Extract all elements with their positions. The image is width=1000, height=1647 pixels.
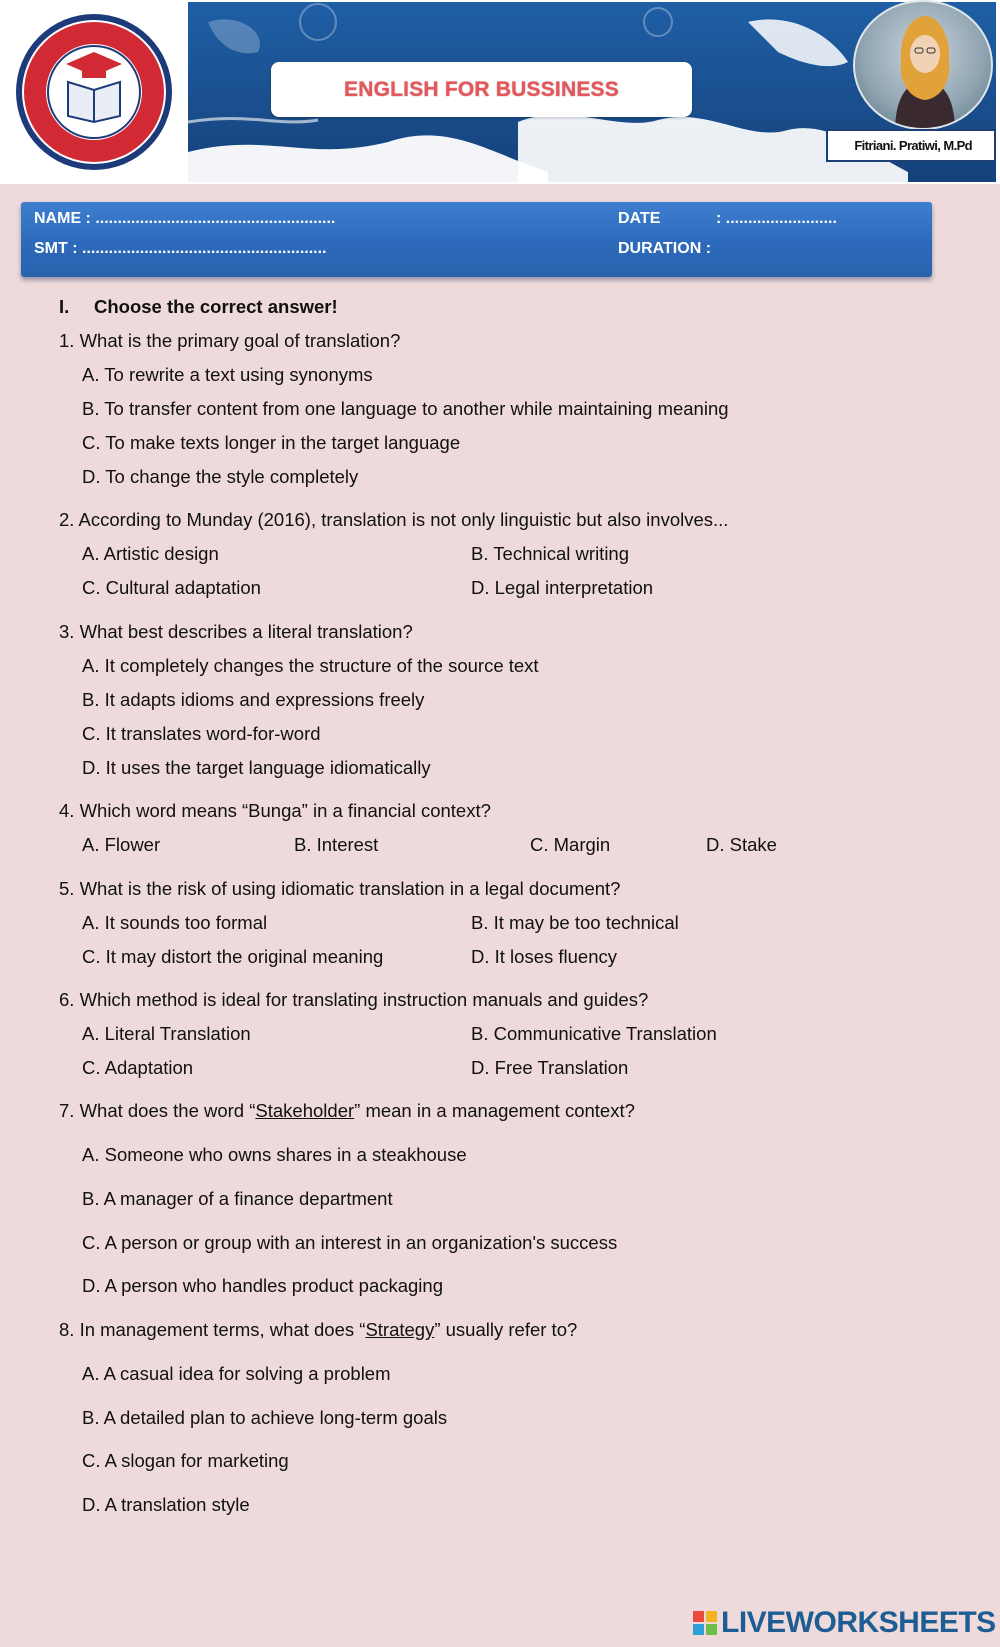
q7-text-before: 7. What does the word “: [59, 1100, 256, 1121]
student-info-bar: [21, 202, 932, 277]
teacher-photo: [853, 0, 993, 130]
liveworksheets-icon: [693, 1611, 717, 1635]
duration-label: DURATION :: [618, 240, 712, 257]
q8-option-c[interactable]: C. A slogan for marketing: [82, 1450, 289, 1471]
course-title: ENGLISH FOR BUSSINESS: [344, 77, 619, 101]
question-4: 4. Which word means “Bunga” in a financial context?: [59, 800, 491, 821]
course-title-box: [271, 62, 692, 117]
q8-text-after: ” usually refer to?: [434, 1319, 578, 1340]
q8-text-before: 8. In management terms, what does “: [59, 1319, 366, 1340]
q2-option-d[interactable]: D. Legal interpretation: [471, 577, 654, 598]
name-field[interactable]: NAME : ......................................................: [34, 210, 336, 227]
q7-option-b[interactable]: B. A manager of a finance department: [82, 1188, 393, 1209]
section-title: Choose the correct answer!: [94, 296, 338, 317]
q2-option-a[interactable]: A. Artistic design: [82, 543, 219, 564]
q1-option-b[interactable]: B. To transfer content from one language to another while maintaining meaning: [82, 398, 729, 419]
question-5: 5. What is the risk of using idiomatic translation in a legal document?: [59, 878, 621, 899]
teacher-name-box: [826, 129, 996, 162]
date-field[interactable]: : .........................: [716, 210, 837, 227]
q1-option-c[interactable]: C. To make texts longer in the target language: [82, 432, 461, 453]
section-number: I.: [59, 296, 70, 317]
q5-option-d[interactable]: D. It loses fluency: [471, 946, 618, 967]
q6-option-d[interactable]: D. Free Translation: [471, 1057, 629, 1078]
q3-option-c[interactable]: C. It translates word-for-word: [82, 723, 321, 744]
q5-option-c[interactable]: C. It may distort the original meaning: [82, 946, 384, 967]
q7-option-a[interactable]: A. Someone who owns shares in a steakhouse: [82, 1144, 467, 1165]
q8-option-a[interactable]: A. A casual idea for solving a problem: [82, 1363, 391, 1384]
q6-option-b[interactable]: B. Communicative Translation: [471, 1023, 717, 1044]
q3-option-a[interactable]: A. It completely changes the structure of the source text: [82, 655, 539, 676]
q4-option-c[interactable]: C. Margin: [530, 834, 611, 855]
date-label: DATE: [618, 210, 661, 227]
question-2: 2. According to Munday (2016), translation is not only linguistic but also involves...: [59, 509, 729, 530]
university-logo: [14, 12, 174, 172]
question-1: 1. What is the primary goal of translation?: [59, 330, 401, 351]
question-3: 3. What best describes a literal translation?: [59, 621, 413, 642]
q4-option-d[interactable]: D. Stake: [706, 834, 777, 855]
q8-option-b[interactable]: B. A detailed plan to achieve long-term goals: [82, 1407, 448, 1428]
q7-text-after: ” mean in a management context?: [354, 1100, 635, 1121]
smt-field[interactable]: SMT : .......................................................: [34, 240, 327, 257]
q4-option-a[interactable]: A. Flower: [82, 834, 161, 855]
header-banner: [0, 0, 1000, 184]
q1-option-d[interactable]: D. To change the style completely: [82, 466, 359, 487]
question-6: 6. Which method is ideal for translating instruction manuals and guides?: [59, 989, 649, 1010]
q4-option-b[interactable]: B. Interest: [294, 834, 379, 855]
q8-option-d[interactable]: D. A translation style: [82, 1494, 250, 1515]
liveworksheets-wordmark: LIVEWORKSHEETS: [721, 1606, 996, 1639]
q7-keyword: Stakeholder: [255, 1100, 355, 1121]
q8-keyword: Strategy: [365, 1319, 435, 1340]
teacher-name: Fitriani. Pratiwi, M.Pd: [854, 138, 972, 153]
q7-option-d[interactable]: D. A person who handles product packaging: [82, 1275, 443, 1296]
q1-option-a[interactable]: A. To rewrite a text using synonyms: [82, 364, 373, 385]
q6-option-c[interactable]: C. Adaptation: [82, 1057, 194, 1078]
q3-option-b[interactable]: B. It adapts idioms and expressions freely: [82, 689, 425, 710]
q2-option-c[interactable]: C. Cultural adaptation: [82, 577, 261, 598]
q7-option-c[interactable]: C. A person or group with an interest in an organization's success: [82, 1232, 618, 1253]
question-7: [59, 1100, 635, 1122]
q3-option-d[interactable]: D. It uses the target language idiomatically: [82, 757, 431, 778]
q5-option-a[interactable]: A. It sounds too formal: [82, 912, 268, 933]
q6-option-a[interactable]: A. Literal Translation: [82, 1023, 251, 1044]
q5-option-b[interactable]: B. It may be too technical: [471, 912, 679, 933]
question-8: [59, 1319, 577, 1341]
q2-option-b[interactable]: B. Technical writing: [471, 543, 630, 564]
liveworksheets-logo[interactable]: [693, 1606, 996, 1640]
